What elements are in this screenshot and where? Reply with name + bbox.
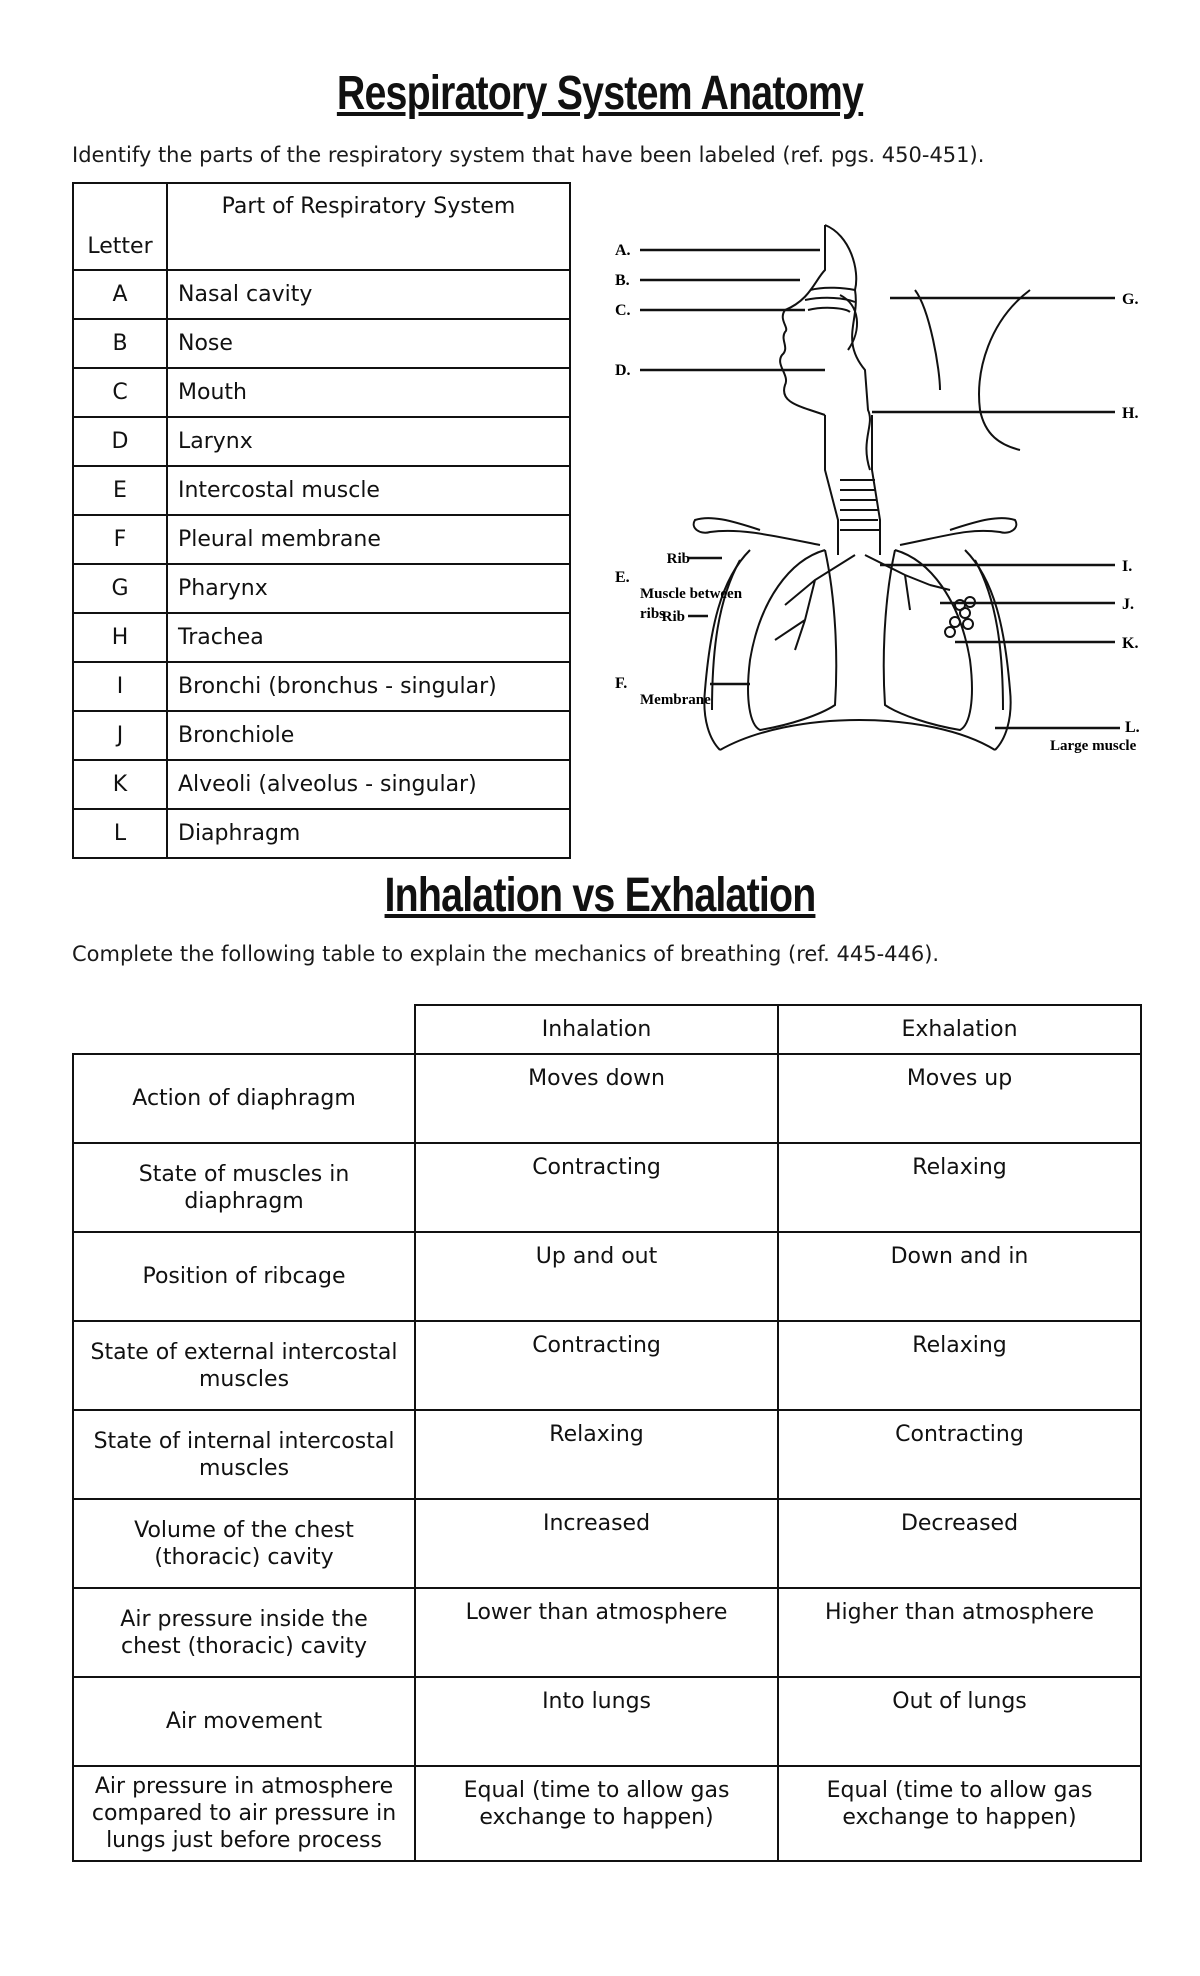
part-cell: Larynx — [167, 417, 570, 466]
row-label: Position of ribcage — [73, 1232, 415, 1321]
letter-cell: F — [73, 515, 167, 564]
inhalation-cell: Moves down — [415, 1054, 778, 1143]
part-cell: Bronchiole — [167, 711, 570, 760]
exhalation-cell: Out of lungs — [778, 1677, 1141, 1766]
part-cell: Intercostal muscle — [167, 466, 570, 515]
table-row — [73, 417, 570, 466]
diagram-label-b: B. — [615, 272, 630, 289]
letter-cell: H — [73, 613, 167, 662]
diagram-leader-lines — [640, 250, 1120, 728]
diagram-label-e: E. — [615, 569, 630, 586]
table-row — [73, 711, 570, 760]
page-title-breathing: Inhalation vs Exhalation — [384, 869, 816, 922]
breathing-header-row — [73, 1005, 1141, 1054]
diagram-label-k: K. — [1122, 635, 1139, 652]
inhalation-cell: Contracting — [415, 1143, 778, 1232]
instructions-anatomy: Identify the parts of the respiratory system that have been labeled (ref. pgs. 450-451). — [72, 143, 985, 167]
inhalation-cell: Relaxing — [415, 1410, 778, 1499]
table-row — [73, 1588, 1141, 1677]
diagram-label-j: J. — [1122, 596, 1134, 613]
part-cell: Bronchi (bronchus - singular) — [167, 662, 570, 711]
letter-cell: L — [73, 809, 167, 858]
diagram-label-h: H. — [1122, 405, 1139, 422]
letter-cell: G — [73, 564, 167, 613]
table-row — [73, 564, 570, 613]
letter-cell: A — [73, 270, 167, 319]
diagram-label-f: F. — [615, 675, 628, 692]
row-label: Volume of the chest (thoracic) cavity — [73, 1499, 415, 1588]
diagram-label-g: G. — [1122, 291, 1139, 308]
table-row — [73, 368, 570, 417]
parts-table — [72, 182, 571, 859]
row-label: State of muscles in diaphragm — [73, 1143, 415, 1232]
exhalation-cell: Contracting — [778, 1410, 1141, 1499]
table-row — [73, 760, 570, 809]
annotation-muscle-line2: ribs — [640, 606, 666, 622]
inhalation-cell: Equal (time to allow gas exchange to happen) — [415, 1766, 778, 1861]
annotation-rib-bottom: Rib — [661, 609, 685, 625]
diagram-label-a: A. — [615, 242, 631, 259]
table-row — [73, 515, 570, 564]
part-cell: Diaphragm — [167, 809, 570, 858]
annotation-rib-top: Rib — [666, 551, 690, 567]
part-cell: Nose — [167, 319, 570, 368]
breathing-table — [72, 1004, 1142, 1862]
table-row — [73, 1321, 1141, 1410]
diagram-label-c: C. — [615, 302, 631, 319]
respiratory-diagram — [610, 210, 1150, 770]
page-title-anatomy: Respiratory System Anatomy — [336, 67, 864, 120]
letter-cell: J — [73, 711, 167, 760]
table-row — [73, 809, 570, 858]
exhalation-cell: Moves up — [778, 1054, 1141, 1143]
part-cell: Pleural membrane — [167, 515, 570, 564]
part-cell: Trachea — [167, 613, 570, 662]
table-row — [73, 319, 570, 368]
part-cell: Alveoli (alveolus - singular) — [167, 760, 570, 809]
row-label: Air pressure inside the chest (thoracic) cavity — [73, 1588, 415, 1677]
exhalation-cell: Decreased — [778, 1499, 1141, 1588]
inhalation-cell: Increased — [415, 1499, 778, 1588]
row-label: State of external intercostal muscles — [73, 1321, 415, 1410]
annotation-membrane: Membrane — [640, 692, 711, 708]
table-row — [73, 270, 570, 319]
letter-cell: C — [73, 368, 167, 417]
exhalation-cell: Relaxing — [778, 1143, 1141, 1232]
header-blank-cell — [73, 1005, 415, 1054]
row-label: State of internal intercostal muscles — [73, 1410, 415, 1499]
table-row — [73, 613, 570, 662]
table-row — [73, 1232, 1141, 1321]
table-row — [73, 1410, 1141, 1499]
diagram-label-d: D. — [615, 362, 631, 379]
table-row — [73, 1499, 1141, 1588]
exhalation-cell: Higher than atmosphere — [778, 1588, 1141, 1677]
instructions-breathing: Complete the following table to explain the mechanics of breathing (ref. 445-446). — [72, 942, 940, 966]
part-cell: Nasal cavity — [167, 270, 570, 319]
row-label: Action of diaphragm — [73, 1054, 415, 1143]
letter-cell: B — [73, 319, 167, 368]
exhalation-cell: Equal (time to allow gas exchange to happen) — [778, 1766, 1141, 1861]
letter-cell: E — [73, 466, 167, 515]
table-row — [73, 1054, 1141, 1143]
diagram-outline — [694, 225, 1030, 750]
header-part: Part of Respiratory System — [167, 183, 570, 270]
diagram-label-l: L. — [1125, 719, 1140, 736]
letter-cell: D — [73, 417, 167, 466]
annotation-large-muscle: Large muscle — [1050, 738, 1137, 754]
letter-cell: I — [73, 662, 167, 711]
parts-table-header-row — [73, 183, 570, 270]
letter-cell: K — [73, 760, 167, 809]
table-row — [73, 1677, 1141, 1766]
table-row — [73, 1766, 1141, 1861]
header-exhalation: Exhalation — [778, 1005, 1141, 1054]
inhalation-cell: Contracting — [415, 1321, 778, 1410]
row-label: Air pressure in atmosphere compared to air pressure in lungs just before process — [73, 1766, 415, 1861]
diagram-label-i: I. — [1122, 558, 1133, 575]
part-cell: Mouth — [167, 368, 570, 417]
table-row — [73, 662, 570, 711]
header-inhalation: Inhalation — [415, 1005, 778, 1054]
part-cell: Pharynx — [167, 564, 570, 613]
table-row — [73, 466, 570, 515]
exhalation-cell: Down and in — [778, 1232, 1141, 1321]
header-letter: Letter — [73, 183, 167, 270]
exhalation-cell: Relaxing — [778, 1321, 1141, 1410]
inhalation-cell: Into lungs — [415, 1677, 778, 1766]
table-row — [73, 1143, 1141, 1232]
annotation-muscle-line1: Muscle between — [640, 586, 743, 602]
inhalation-cell: Lower than atmosphere — [415, 1588, 778, 1677]
inhalation-cell: Up and out — [415, 1232, 778, 1321]
row-label: Air movement — [73, 1677, 415, 1766]
